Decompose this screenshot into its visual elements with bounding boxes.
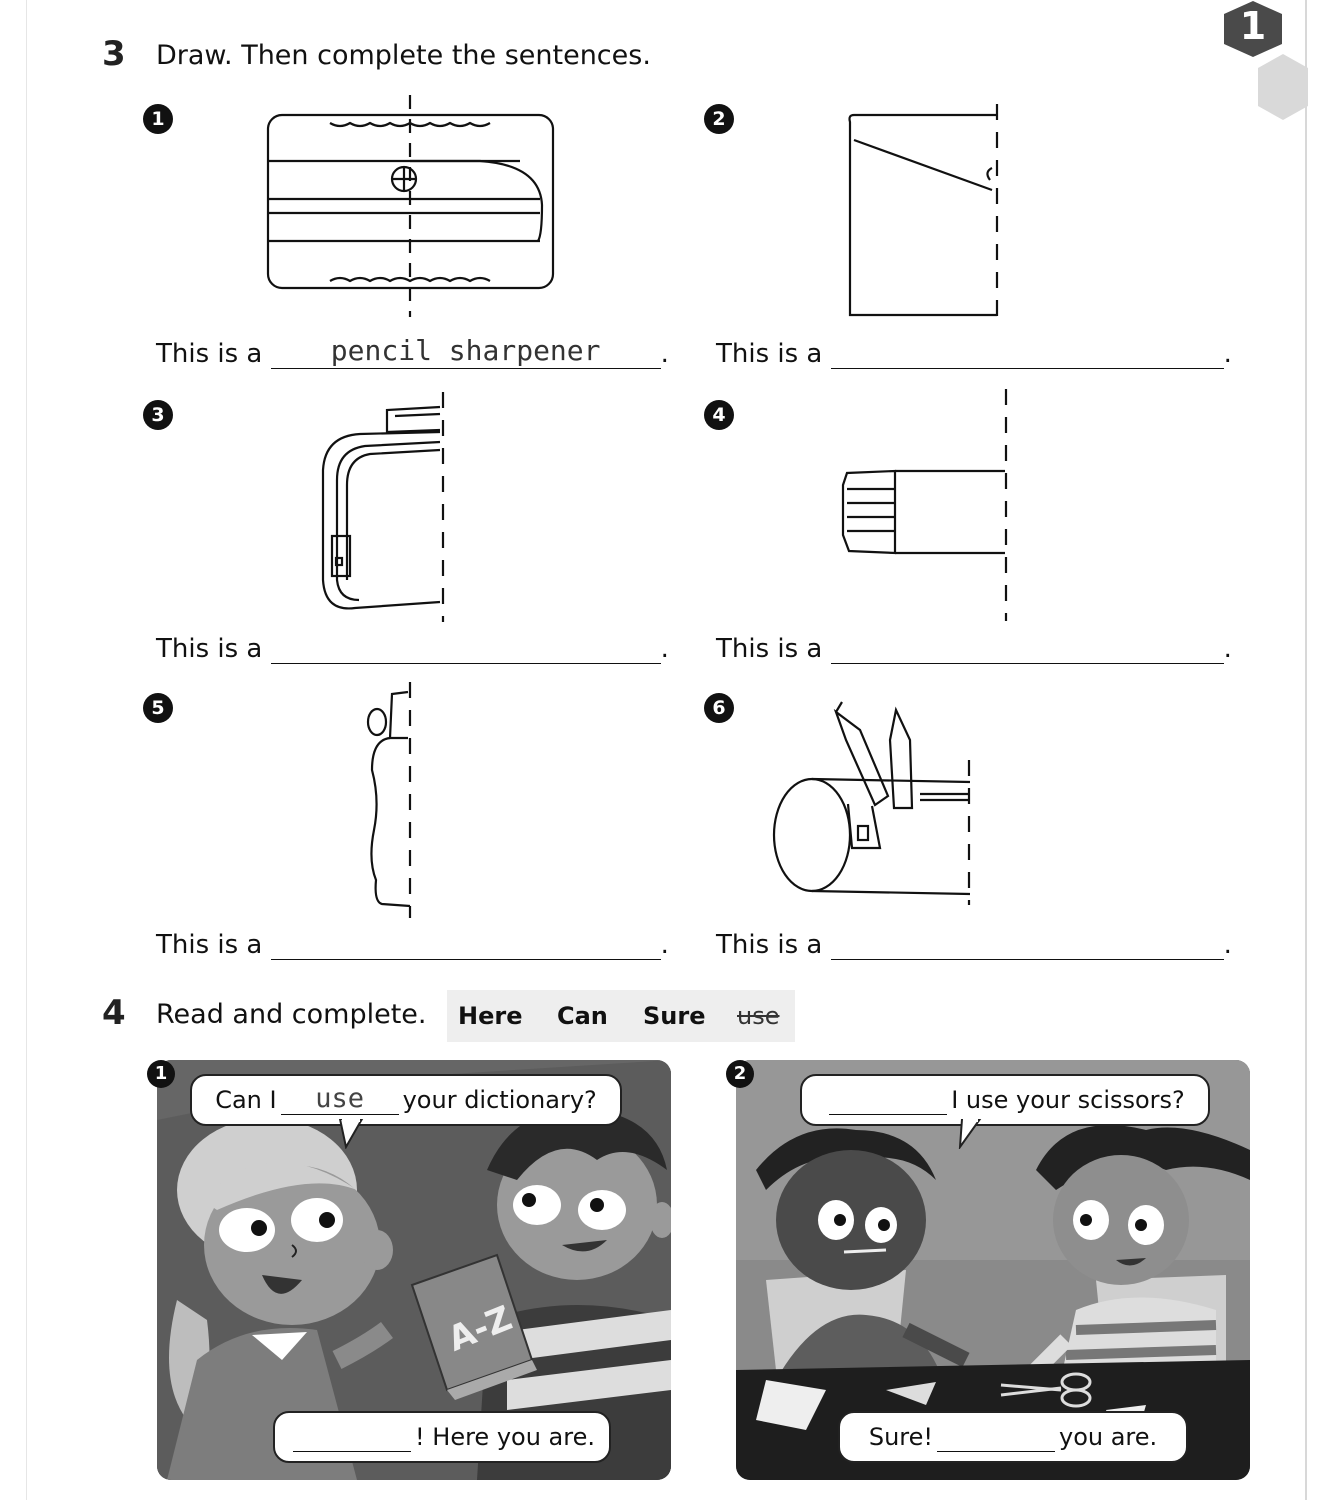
answer-blank[interactable] — [271, 929, 661, 960]
sentence-5 — [156, 929, 669, 960]
word-bank-item: Sure — [643, 1002, 706, 1030]
page-edge — [1305, 0, 1307, 1500]
speech-bubble-answer — [273, 1411, 611, 1463]
answer-blank[interactable]: pencil sharpener — [271, 338, 661, 369]
exercise-title: Draw. Then complete the sentences. — [156, 40, 651, 71]
answer-blank[interactable] — [831, 929, 1224, 960]
bubble-text-after: you are. — [1059, 1423, 1158, 1451]
pencil-sharpener-drawing — [260, 95, 560, 320]
half-book-drawing — [842, 100, 1012, 325]
answer-blank[interactable] — [937, 1423, 1055, 1452]
sentence-prefix: This is a — [156, 930, 263, 960]
page-number: 1 — [1239, 4, 1267, 48]
bubble-text-before: Can I — [215, 1086, 277, 1114]
sentence-prefix: This is a — [156, 339, 263, 369]
item-number: 6 — [704, 693, 734, 723]
page-edge — [26, 0, 27, 1500]
bubble-text-before: Sure! — [868, 1423, 933, 1451]
speech-bubble-question — [800, 1074, 1210, 1126]
sentence-prefix: This is a — [716, 930, 823, 960]
answer-blank[interactable]: use — [281, 1086, 399, 1115]
sentence-suffix: . — [660, 339, 669, 369]
bubble-text-after: ! Here you are. — [415, 1423, 595, 1451]
half-pencil-case-drawing — [315, 390, 455, 625]
speech-bubble-answer — [838, 1411, 1188, 1463]
bubble-tail — [958, 1119, 988, 1149]
sentence-prefix: This is a — [716, 634, 823, 664]
speech-bubble-question — [190, 1074, 622, 1126]
scene-number: 2 — [726, 1060, 754, 1088]
item-number: 4 — [704, 400, 734, 430]
sentence-suffix: . — [660, 634, 669, 664]
sentence-suffix: . — [660, 930, 669, 960]
half-glue-stick-drawing — [835, 385, 1020, 625]
item-number: 5 — [143, 693, 173, 723]
item-number: 1 — [143, 104, 173, 134]
answer-blank[interactable] — [829, 1086, 947, 1115]
answer-blank[interactable] — [831, 633, 1224, 664]
scene-number: 1 — [147, 1060, 175, 1088]
half-pencil-case-with-pencils-drawing — [770, 700, 985, 910]
half-water-bottle-drawing — [360, 680, 420, 920]
exercise-number: 3 — [102, 34, 126, 74]
answer-blank[interactable] — [271, 633, 661, 664]
answer-blank[interactable] — [293, 1423, 411, 1452]
hexagon-decoration — [1256, 52, 1310, 122]
bubble-tail — [338, 1119, 368, 1149]
sentence-suffix: . — [1223, 339, 1232, 369]
word-bank-item: Here — [458, 1002, 523, 1030]
word-bank-item-used: use — [737, 1002, 780, 1030]
sentence-6 — [716, 929, 1232, 960]
sentence-4 — [716, 633, 1232, 664]
sentence-3 — [156, 633, 669, 664]
sentence-2 — [716, 338, 1232, 369]
page-number-badge — [1222, 0, 1284, 58]
exercise-number: 4 — [102, 993, 126, 1033]
item-number: 2 — [704, 104, 734, 134]
sentence-suffix: . — [1223, 930, 1232, 960]
word-bank-item: Can — [557, 1002, 608, 1030]
answer-blank[interactable] — [831, 338, 1224, 369]
book-label: A-Z — [442, 1298, 518, 1360]
sentence-suffix: . — [1223, 634, 1232, 664]
sentence-prefix: This is a — [156, 634, 263, 664]
bubble-text-after: your dictionary? — [402, 1086, 597, 1114]
sentence-prefix: This is a — [716, 339, 823, 369]
exercise-title: Read and complete. — [156, 999, 427, 1030]
word-bank — [447, 990, 795, 1042]
item-number: 3 — [143, 400, 173, 430]
bubble-text-after: I use your scissors? — [951, 1086, 1185, 1114]
sentence-1 — [156, 334, 669, 369]
